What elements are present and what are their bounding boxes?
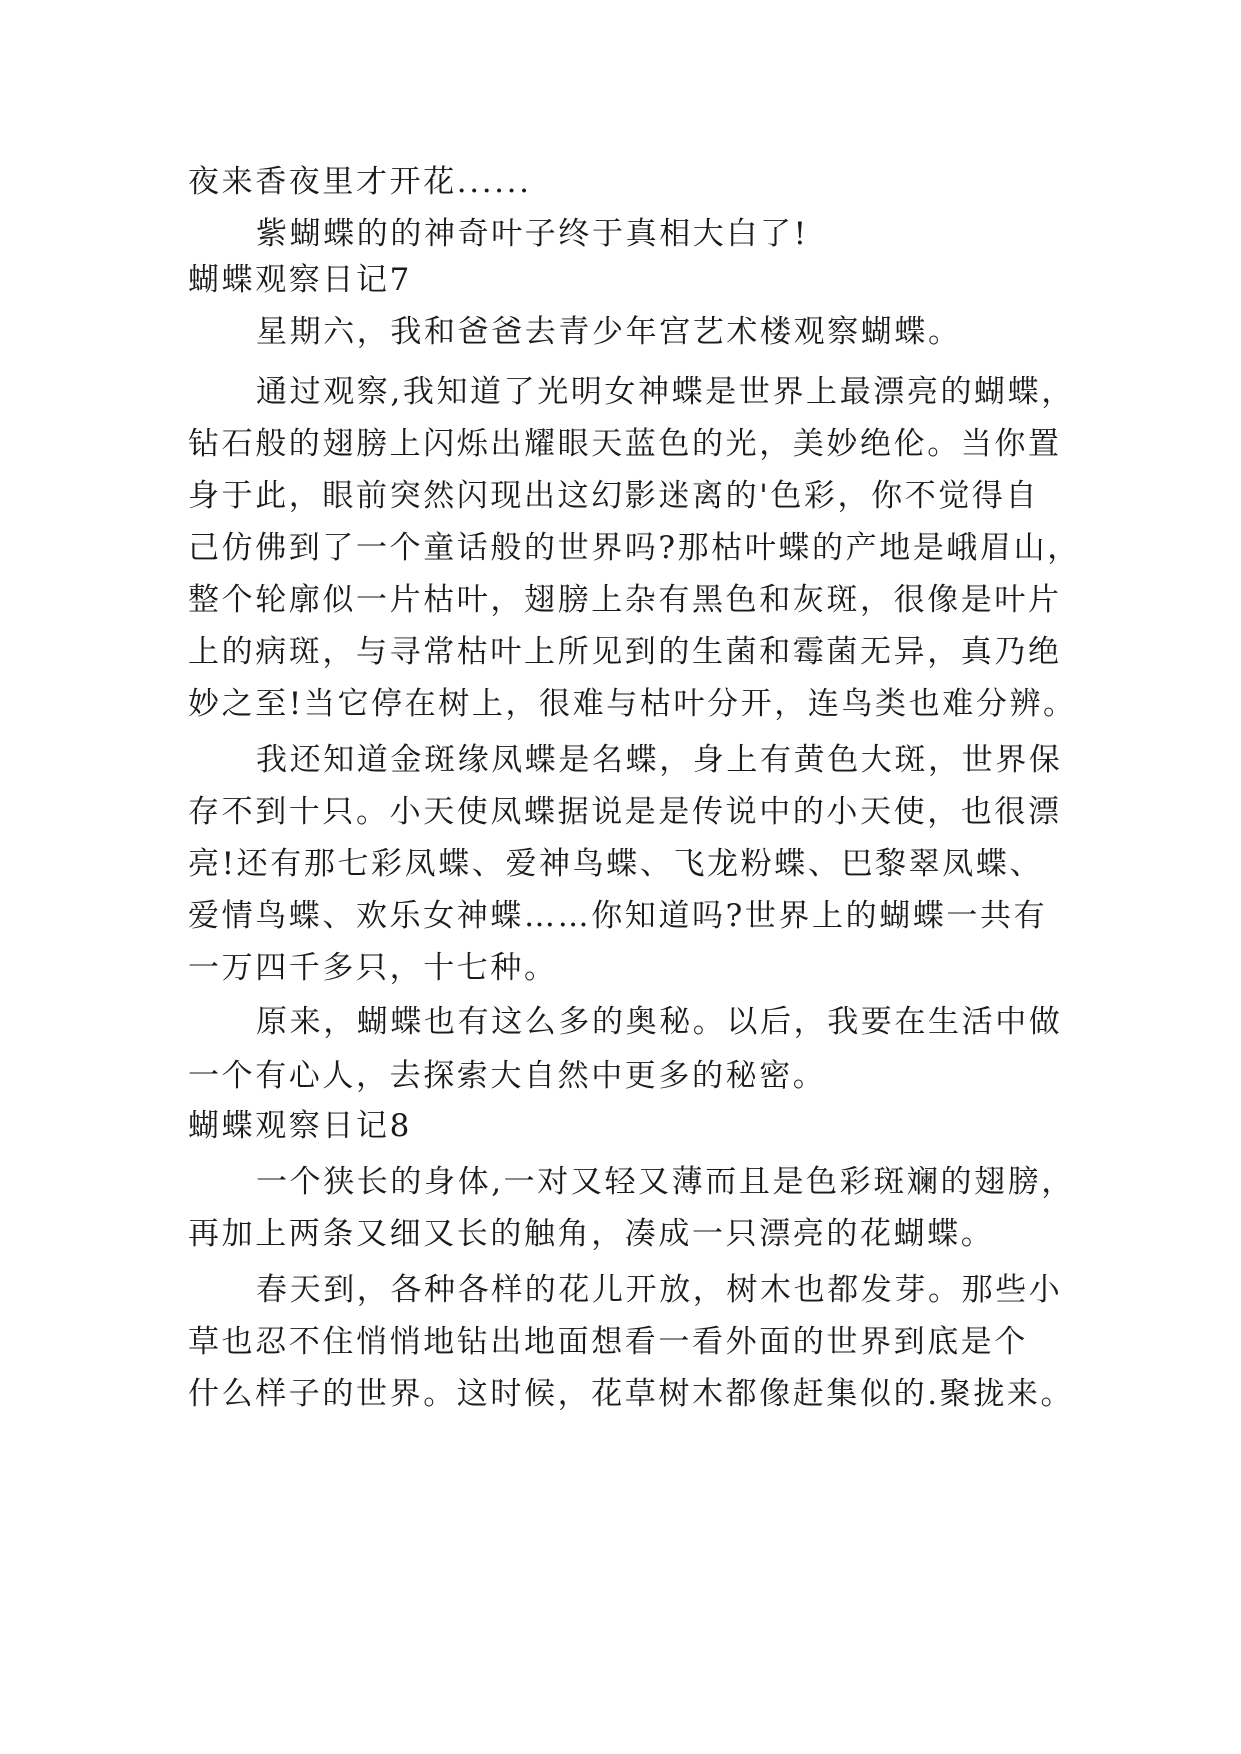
text-line-11: 妙之至!当它停在树上，很难与枯叶分开，连鸟类也难分辨。 [188, 686, 1077, 722]
text-line-10: 上的病斑，与寻常枯叶上所见到的生菌和霉菌无异，真乃绝 [188, 634, 1062, 670]
text-line-2: 紫蝴蝶的的神奇叶子终于真相大白了! [256, 216, 809, 252]
section-heading-diary-8: 蝴蝶观察日记8 [188, 1108, 412, 1144]
text-line-6: 钻石般的翅膀上闪烁出耀眼天蓝色的光，美妙绝伦。当你置 [188, 426, 1062, 462]
text-line-16: 一万四千多只，十七种。 [188, 950, 558, 986]
text-line-24: 什么样子的世界。这时候，花草树木都像赶集似的.聚拢来。 [188, 1376, 1075, 1412]
text-line-9: 整个轮廓似一片枯叶，翅膀上杂有黑色和灰斑，很像是叶片 [188, 582, 1062, 618]
text-line-13: 存不到十只。小天使凤蝶据说是是传说中的小天使，也很漂 [188, 794, 1062, 830]
text-line-17: 原来，蝴蝶也有这么多的奥秘。以后，我要在生活中做 [256, 1004, 1063, 1040]
text-line-18: 一个有心人，去探索大自然中更多的秘密。 [188, 1058, 827, 1094]
text-line-8: 己仿佛到了一个童话般的世界吗?那枯叶蝶的产地是峨眉山， [188, 530, 1081, 566]
text-line-1: 夜来香夜里才开花...... [188, 164, 532, 200]
text-line-23: 草也忍不住悄悄地钻出地面想看一看外面的世界到底是个 [188, 1324, 1028, 1360]
text-line-7: 身于此，眼前突然闪现出这幻影迷离的'色彩，你不觉得自 [188, 478, 1040, 514]
text-line-12: 我还知道金斑缘凤蝶是名蝶，身上有黄色大斑，世界保 [256, 742, 1063, 778]
section-heading-diary-7: 蝴蝶观察日记7 [188, 262, 412, 298]
text-line-22: 春天到，各种各样的花儿开放，树木也都发芽。那些小 [256, 1272, 1063, 1308]
text-line-14: 亮!还有那七彩凤蝶、爱神鸟蝶、飞龙粉蝶、巴黎翠凤蝶、 [188, 846, 1044, 882]
text-line-4: 星期六，我和爸爸去青少年宫艺术楼观察蝴蝶。 [256, 314, 962, 350]
text-line-20: 一个狭长的身体,一对又轻又薄而且是色彩斑斓的翅膀， [256, 1164, 1075, 1200]
text-line-5: 通过观察,我知道了光明女神蝶是世界上最漂亮的蝴蝶， [256, 374, 1075, 410]
text-line-21: 再加上两条又细又长的触角，凑成一只漂亮的花蝴蝶。 [188, 1216, 995, 1252]
text-line-15: 爱情鸟蝶、欢乐女神蝶……你知道吗?世界上的蝴蝶一共有 [188, 898, 1048, 934]
